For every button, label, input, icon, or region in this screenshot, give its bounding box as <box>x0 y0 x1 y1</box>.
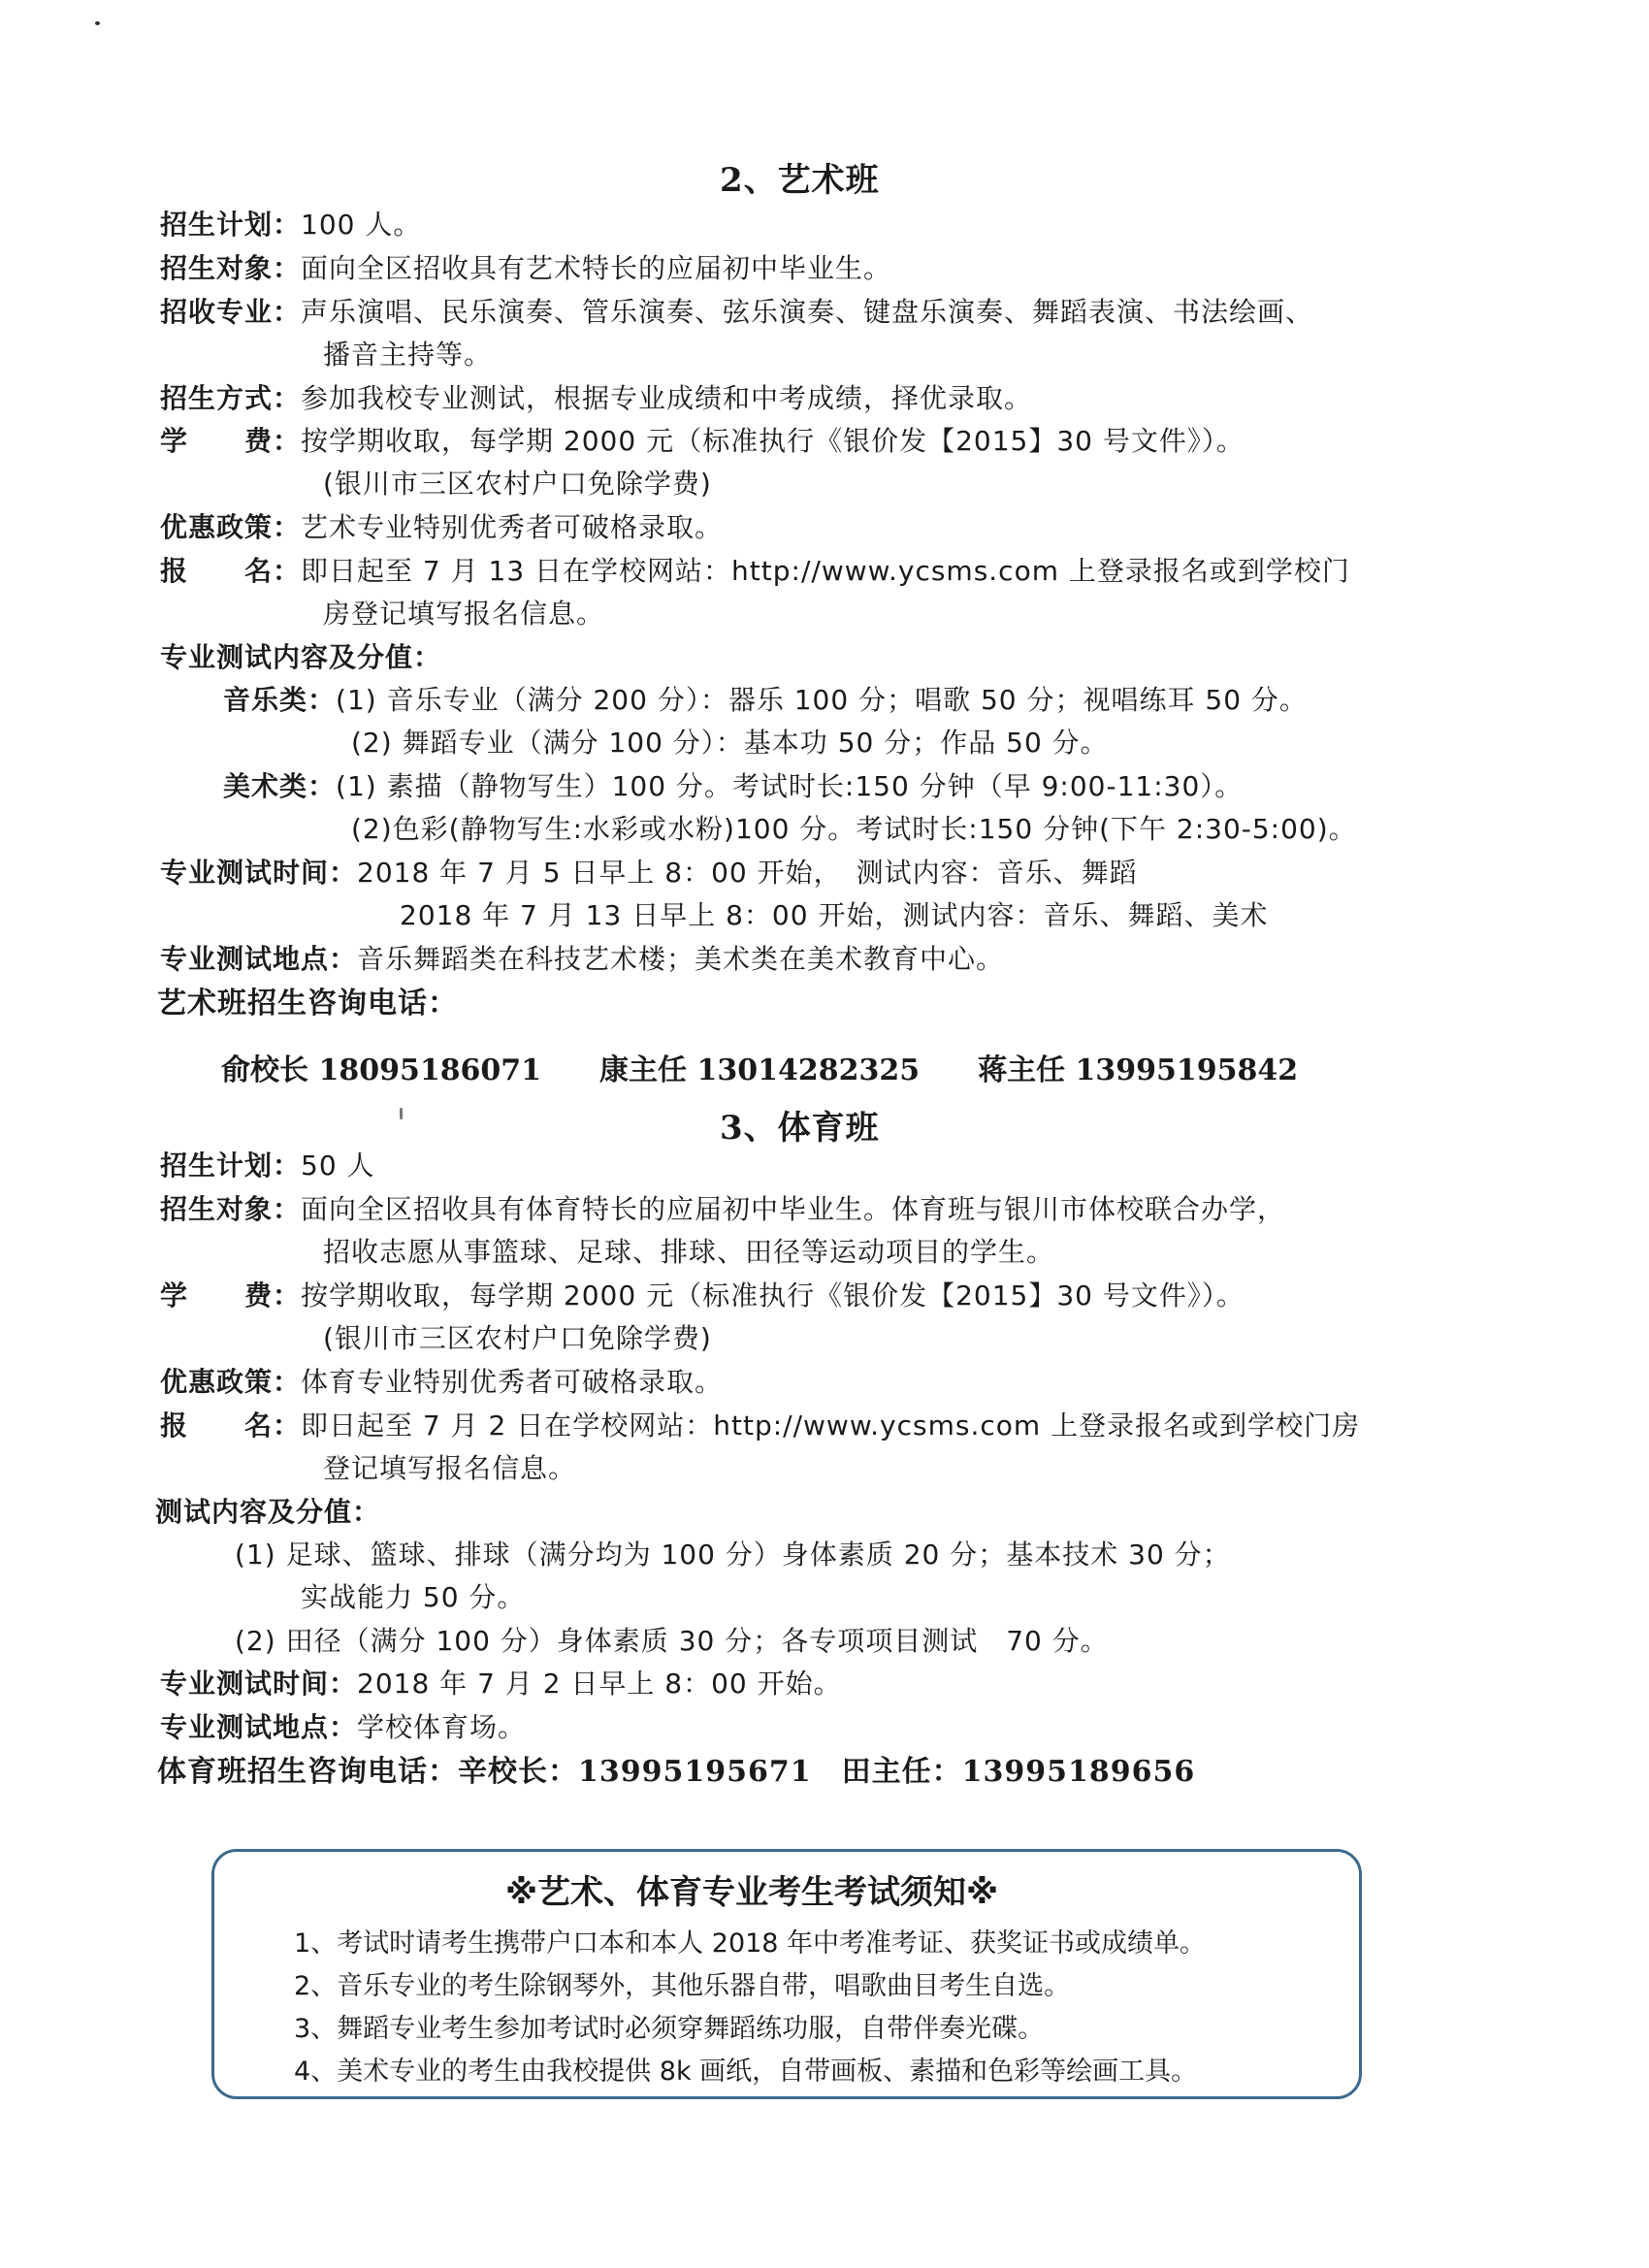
art-class-heading: 2、艺术班 <box>720 161 880 200</box>
notice-item-3: 3、舞蹈专业考生参加考试时必须穿舞蹈练功服，自带伴奏光碟。 <box>294 2014 1045 2044</box>
art-method-row <box>160 382 1033 414</box>
sports-target-line2: 招收志愿从事篮球、足球、排球、田径等运动项目的学生。 <box>323 1236 1055 1268</box>
sports-target-label: 招生对象： <box>160 1193 302 1225</box>
notice-item-2: 2、音乐专业的考生除钢琴外，其他乐器自带，唱歌曲目考生自选。 <box>294 1971 1071 2001</box>
sports-time-label: 专业测试时间： <box>160 1668 358 1700</box>
art-majors-line2: 播音主持等。 <box>323 339 493 371</box>
art-fee-row <box>160 425 1245 457</box>
art-place-row <box>160 943 1005 975</box>
sports-register-label: 报 名： <box>160 1409 302 1442</box>
sports-test-heading: 测试内容及分值： <box>155 1496 381 1528</box>
art-majors-label: 招收专业： <box>160 296 302 328</box>
art-fee-label: 学 费： <box>160 425 302 457</box>
art-fine-label: 美术类： <box>223 770 337 802</box>
art-time-row1 <box>160 859 1138 887</box>
art-policy-label: 优惠政策： <box>160 511 302 543</box>
art-register-line1: 即日起至 7 月 13 日在学校网站：http://www.ycsms.com 上登录报名或到学校门 <box>301 555 1350 587</box>
art-time-2: 2018 年 7 月 13 日早上 8：00 开始，测试内容：音乐、舞蹈、美术 <box>400 899 1269 931</box>
art-plan-value: 100 人。 <box>301 209 422 241</box>
scan-speck <box>95 21 100 25</box>
sports-target-line1: 面向全区招收具有体育特长的应届初中毕业生。体育班与银川市体校联合办学， <box>301 1193 1286 1225</box>
art-majors-line1: 声乐演唱、民乐演奏、管乐演奏、弦乐演奏、键盘乐演奏、舞蹈表演、书法绘画、 <box>301 296 1314 328</box>
sports-target-row <box>160 1193 1286 1225</box>
sports-place-row <box>160 1711 527 1743</box>
art-place-label: 专业测试地点： <box>160 943 358 975</box>
art-method-value: 参加我校专业测试，根据专业成绩和中考成绩，择优录取。 <box>301 382 1033 414</box>
sports-place-value: 学校体育场。 <box>357 1711 527 1743</box>
art-target-row <box>160 252 892 284</box>
art-time-label: 专业测试时间： <box>160 857 358 889</box>
art-place-value: 音乐舞蹈类在科技艺术楼；美术类在美术教育中心。 <box>357 943 1005 975</box>
sports-place-label: 专业测试地点： <box>160 1711 358 1743</box>
sports-register-row <box>160 1409 1361 1442</box>
sports-test-1a: (1) 足球、篮球、排球（满分均为 100 分）身体素质 20 分；基本技术 30 分； <box>235 1539 1231 1571</box>
art-hotline-heading: 艺术班招生咨询电话： <box>157 987 458 1021</box>
sports-plan-row <box>160 1152 375 1180</box>
sports-test-2: (2) 田径（满分 100 分）身体素质 30 分；各专项项目测试 70 分。 <box>235 1625 1109 1657</box>
exam-notice-title: ※艺术、体育专业考生考试须知※ <box>505 1873 999 1912</box>
art-time-1: 2018 年 7 月 5 日早上 8：00 开始， 测试内容：音乐、舞蹈 <box>357 857 1138 889</box>
art-register-row <box>160 555 1350 587</box>
sports-hotline-label: 体育班招生咨询电话： <box>157 1755 458 1789</box>
sports-hotline-value: 辛校长：13995195671 田主任：13995189656 <box>458 1755 1196 1789</box>
sports-fee-row <box>160 1282 1245 1310</box>
art-target-label: 招生对象： <box>160 252 302 284</box>
sports-fee-line1: 按学期收取，每学期 2000 元（标准执行《银价发【2015】30 号文件》）。 <box>301 1280 1245 1312</box>
art-fine-1: (1) 素描（静物写生）100 分。考试时长:150 分钟（早 9:00-11:30）。 <box>336 770 1244 802</box>
sports-test-1b: 实战能力 50 分。 <box>301 1581 526 1613</box>
art-register-line2: 房登记填写报名信息。 <box>323 598 605 630</box>
sports-time-row <box>160 1670 842 1698</box>
sports-policy-label: 优惠政策： <box>160 1366 302 1398</box>
notice-item-4: 4、美术专业的考生由我校提供 8k 画纸，自带画板、素描和色彩等绘画工具。 <box>294 2057 1198 2087</box>
art-music-1: (1) 音乐专业（满分 200 分）：器乐 100 分；唱歌 50 分；视唱练耳 50 分。 <box>336 684 1308 716</box>
sports-register-line2: 登记填写报名信息。 <box>323 1452 577 1484</box>
art-plan-row <box>160 211 421 239</box>
art-plan-label: 招生计划： <box>160 209 302 241</box>
sports-hotline-row <box>157 1755 1196 1789</box>
art-target-value: 面向全区招收具有艺术特长的应届初中毕业生。 <box>301 252 892 284</box>
scan-speck <box>400 1108 403 1119</box>
art-music-label: 音乐类： <box>223 684 337 716</box>
art-fine-2: (2)色彩(静物写生:水彩或水粉)100 分。考试时长:150 分钟(下午 2:30-5:00)。 <box>351 813 1357 845</box>
art-policy-row <box>160 511 724 543</box>
sports-time-value: 2018 年 7 月 2 日早上 8：00 开始。 <box>357 1668 842 1700</box>
sports-fee-line2: (银川市三区农村户口免除学费) <box>323 1322 712 1354</box>
art-test-heading: 专业测试内容及分值： <box>160 641 442 673</box>
sports-class-heading: 3、体育班 <box>720 1109 880 1148</box>
exam-notice-box <box>211 1849 1362 2099</box>
art-method-label: 招生方式： <box>160 382 302 414</box>
art-contacts: 俞校长 18095186071 康主任 13014282325 蒋主任 13995195842 <box>221 1053 1299 1087</box>
sports-plan-label: 招生计划： <box>160 1150 302 1182</box>
sports-policy-value: 体育专业特别优秀者可破格录取。 <box>301 1366 724 1398</box>
art-register-label: 报 名： <box>160 555 302 587</box>
notice-item-1: 1、考试时请考生携带户口本和本人 2018 年中考准考证、获奖证书或成绩单。 <box>294 1928 1207 1959</box>
sports-plan-value: 50 人 <box>301 1150 375 1182</box>
art-fee-line2: (银川市三区农村户口免除学费) <box>323 468 712 500</box>
art-music-row1 <box>223 684 1308 716</box>
art-majors-row <box>160 296 1314 328</box>
art-fine-row1 <box>223 770 1244 802</box>
art-music-2: (2) 舞蹈专业（满分 100 分）：基本功 50 分；作品 50 分。 <box>351 727 1109 759</box>
sports-policy-row <box>160 1366 724 1398</box>
sports-fee-label: 学 费： <box>160 1280 302 1312</box>
art-fee-line1: 按学期收取，每学期 2000 元（标准执行《银价发【2015】30 号文件》）。 <box>301 425 1245 457</box>
art-policy-value: 艺术专业特别优秀者可破格录取。 <box>301 511 724 543</box>
sports-register-line1: 即日起至 7 月 2 日在学校网站：http://www.ycsms.com 上登录报名或到学校门房 <box>301 1409 1361 1442</box>
